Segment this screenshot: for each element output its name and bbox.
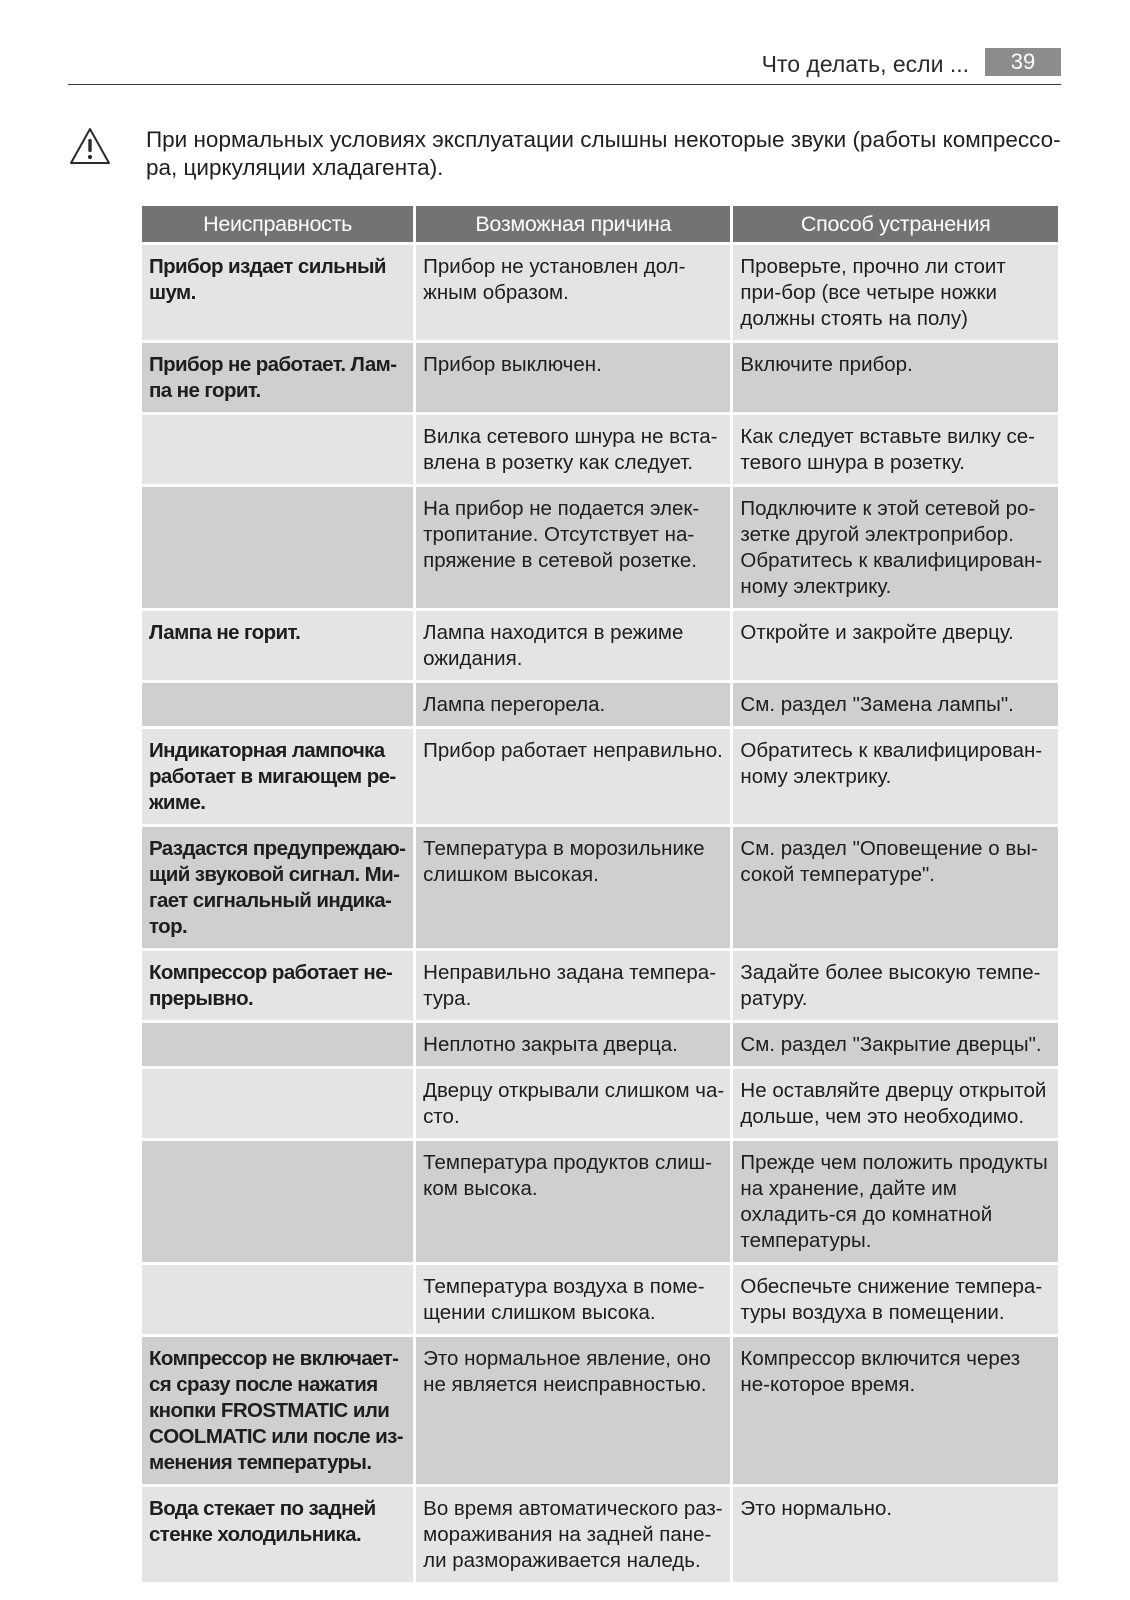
solution-cell: См. раздел "Закрытие дверцы". — [733, 1023, 1058, 1066]
problem-cell: Прибор не работает. Лам-па не горит. — [142, 343, 413, 412]
page-number: 39 — [985, 48, 1061, 76]
problem-cell — [142, 683, 413, 726]
solution-cell: См. раздел "Оповещение о вы-сокой температуре". — [733, 827, 1058, 948]
solution-cell: Это нормально. — [733, 1487, 1058, 1582]
problem-cell — [142, 415, 413, 484]
page-header — [68, 46, 1061, 85]
table-row — [142, 951, 1058, 1020]
table-row — [142, 1265, 1058, 1334]
solution-cell: Не оставляйте дверцу открытой дольше, чем это необходимо. — [733, 1069, 1058, 1138]
solution-cell: Обеспечьте снижение темпера-туры воздуха в помещении. — [733, 1265, 1058, 1334]
solution-cell: Проверьте, прочно ли стоит при-бор (все четыре ножки должны стоять на полу) — [733, 245, 1058, 340]
solution-cell: Задайте более высокую темпе-ратуру. — [733, 951, 1058, 1020]
problem-cell: Лампа не горит. — [142, 611, 413, 680]
problem-cell — [142, 1265, 413, 1334]
column-header-solution: Способ устранения — [733, 206, 1058, 242]
solution-cell: Как следует вставьте вилку се-тевого шнура в розетку. — [733, 415, 1058, 484]
column-header-cause: Возможная причина — [416, 206, 730, 242]
cause-cell: На прибор не подается элек-тропитание. Отсутствует на-пряжение в сетевой розетке. — [416, 487, 730, 608]
cause-cell: Прибор работает неправильно. — [416, 729, 730, 824]
solution-cell: Компрессор включится через не-которое время. — [733, 1337, 1058, 1484]
table-row — [142, 1069, 1058, 1138]
problem-cell: Вода стекает по задней стенке холодильника. — [142, 1487, 413, 1582]
table-row — [142, 1487, 1058, 1582]
table-row — [142, 611, 1058, 680]
cause-cell: Прибор не установлен дол-жным образом. — [416, 245, 730, 340]
cause-cell: Неплотно закрыта дверца. — [416, 1023, 730, 1066]
table-row — [142, 683, 1058, 726]
cause-cell: Это нормальное явление, оно не является неисправностью. — [416, 1337, 730, 1484]
table-row — [142, 1141, 1058, 1262]
troubleshooting-table — [139, 203, 1061, 1585]
cause-cell: Температура воздуха в поме-щении слишком высока. — [416, 1265, 730, 1334]
problem-cell — [142, 1069, 413, 1138]
column-header-problem: Неисправность — [142, 206, 413, 242]
table-row — [142, 729, 1058, 824]
table-row — [142, 245, 1058, 340]
solution-cell: Включите прибор. — [733, 343, 1058, 412]
solution-cell: Откройте и закройте дверцу. — [733, 611, 1058, 680]
table-row — [142, 487, 1058, 608]
table-header-row — [142, 206, 1058, 242]
problem-cell: Прибор издает сильный шум. — [142, 245, 413, 340]
cause-cell: Неправильно задана темпера-тура. — [416, 951, 730, 1020]
solution-cell: Подключите к этой сетевой ро-зетке другой электроприбор. Обратитесь к квалифицирован-ному электрику. — [733, 487, 1058, 608]
problem-cell — [142, 1141, 413, 1262]
problem-cell: Компрессор не включает-ся сразу после нажатия кнопки FROSTMATIC или COOLMATIC или после из-менения температуры. — [142, 1337, 413, 1484]
problem-cell: Компрессор работает не-прерывно. — [142, 951, 413, 1020]
solution-cell: Обратитесь к квалифицирован-ному электрику. — [733, 729, 1058, 824]
cause-cell: Дверцу открывали слишком ча-сто. — [416, 1069, 730, 1138]
warning-note: При нормальных условиях эксплуатации слышны некоторые звуки (работы компрессо-ра, циркуляции хладагента). — [146, 127, 1061, 180]
problem-cell — [142, 487, 413, 608]
table-row — [142, 343, 1058, 412]
table-row — [142, 1023, 1058, 1066]
solution-cell: См. раздел "Замена лампы". — [733, 683, 1058, 726]
problem-cell: Индикаторная лампочка работает в мигающем ре-жиме. — [142, 729, 413, 824]
solution-cell: Прежде чем положить продукты на хранение, дайте им охладить-ся до комнатной температуры. — [733, 1141, 1058, 1262]
cause-cell: Лампа перегорела. — [416, 683, 730, 726]
table-row — [142, 1337, 1058, 1484]
cause-cell: Лампа находится в режиме ожидания. — [416, 611, 730, 680]
table-row — [142, 827, 1058, 948]
problem-cell — [142, 1023, 413, 1066]
problem-cell: Раздастся предупреждаю-щий звуковой сигнал. Ми-гает сигнальный индика-тор. — [142, 827, 413, 948]
cause-cell: Температура продуктов слиш-ком высока. — [416, 1141, 730, 1262]
cause-cell: Температура в морозильнике слишком высокая. — [416, 827, 730, 948]
warning-triangle-icon — [68, 126, 112, 166]
table-row — [142, 415, 1058, 484]
cause-cell: Во время автоматического раз-мораживания на задней пане-ли размораживается наледь. — [416, 1487, 730, 1582]
cause-cell: Вилка сетевого шнура не вста-влена в розетку как следует. — [416, 415, 730, 484]
section-title: Что делать, если ... — [761, 51, 969, 77]
cause-cell: Прибор выключен. — [416, 343, 730, 412]
